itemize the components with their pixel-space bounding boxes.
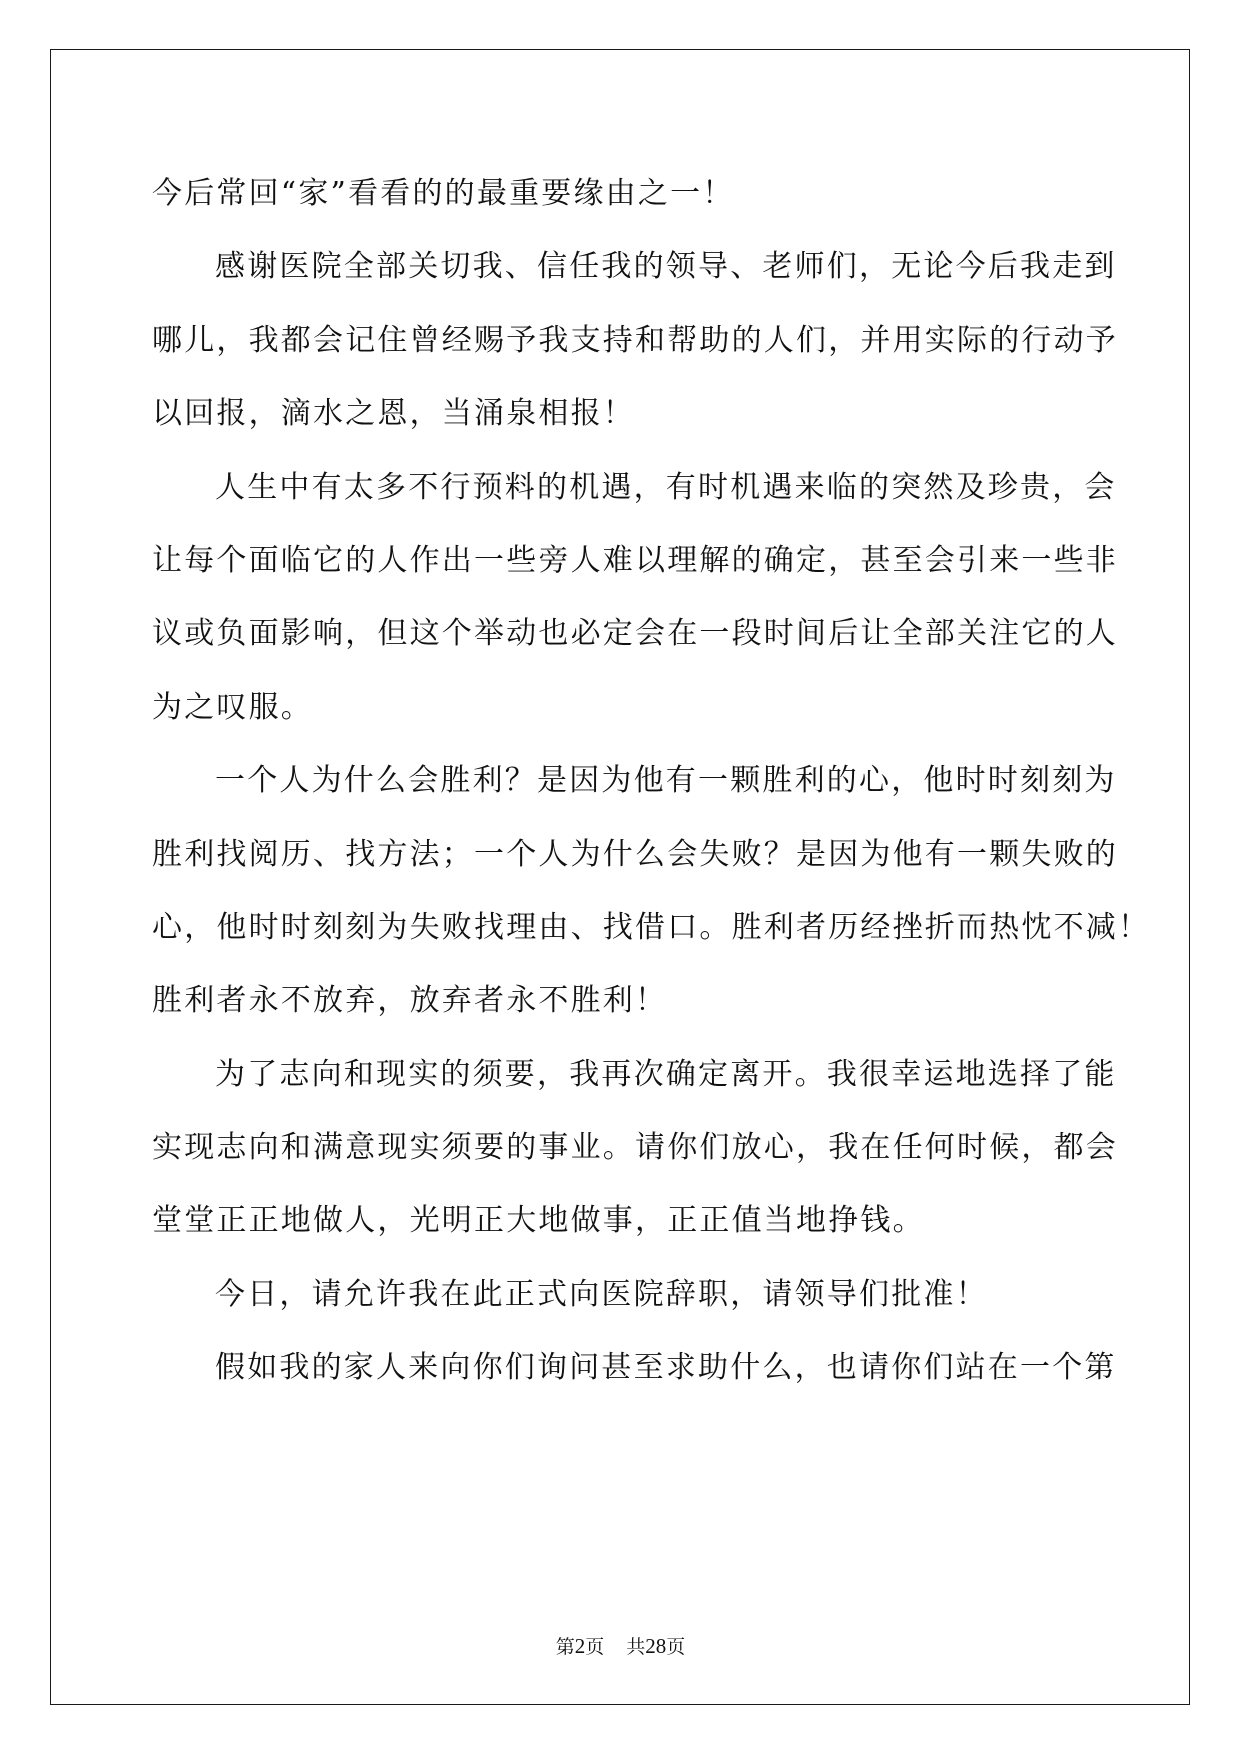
text-line: 哪儿，我都会记住曾经赐予我支持和帮助的人们，并用实际的行动予 — [152, 322, 1118, 358]
text-line: 让每个面临它的人作出一些旁人难以理解的确定，甚至会引来一些非 — [152, 542, 1118, 578]
text-line: 人生中有太多不行预料的机遇，有时机遇来临的突然及珍贵，会 — [215, 469, 1117, 505]
text-line: 一个人为什么会胜利？是因为他有一颗胜利的心，他时时刻刻为 — [215, 763, 1117, 799]
total-prefix: 共 — [626, 1636, 646, 1658]
text-line: 实现志向和满意现实须要的事业。请你们放心，我在任何时候，都会 — [152, 1130, 1118, 1166]
document-body — [152, 157, 1151, 1405]
text-line: 假如我的家人来向你们询问甚至求助什么，也请你们站在一个第 — [215, 1350, 1117, 1386]
page-suffix: 页 — [585, 1636, 605, 1658]
text-line: 为之叹服。 — [152, 689, 313, 725]
page-number: 2 — [574, 1634, 586, 1658]
text-line: 今后常回“家”看看的的最重要缘由之一！ — [152, 176, 735, 211]
text-line: 胜利找阅历、找方法；一个人为什么会失败？是因为他有一颗失败的 — [152, 836, 1118, 872]
page-footer — [0, 1632, 1241, 1659]
total-suffix: 页 — [666, 1636, 686, 1658]
text-line: 胜利者永不放弃，放弃者永不胜利！ — [152, 983, 668, 1019]
text-line: 为了志向和现实的须要，我再次确定离开。我很幸运地选择了能 — [215, 1056, 1117, 1092]
text-line: 议或负面影响，但这个举动也必定会在一段时间后让全部关注它的人 — [152, 616, 1118, 652]
text-line: 堂堂正正地做人，光明正大地做事，正正值当地挣钱。 — [152, 1203, 925, 1239]
total-pages: 28 — [645, 1634, 667, 1658]
text-line: 感谢医院全部关切我、信任我的领导、老师们，无论今后我走到 — [215, 249, 1117, 285]
text-line: 以回报，滴水之恩，当涌泉相报！ — [152, 396, 635, 432]
page-prefix: 第 — [555, 1636, 575, 1658]
text-line: 心，他时时刻刻为失败找理由、找借口。胜利者历经挫折而热忱不减！ — [152, 909, 1151, 945]
text-line: 今日，请允许我在此正式向医院辞职，请领导们批准！ — [215, 1276, 988, 1312]
